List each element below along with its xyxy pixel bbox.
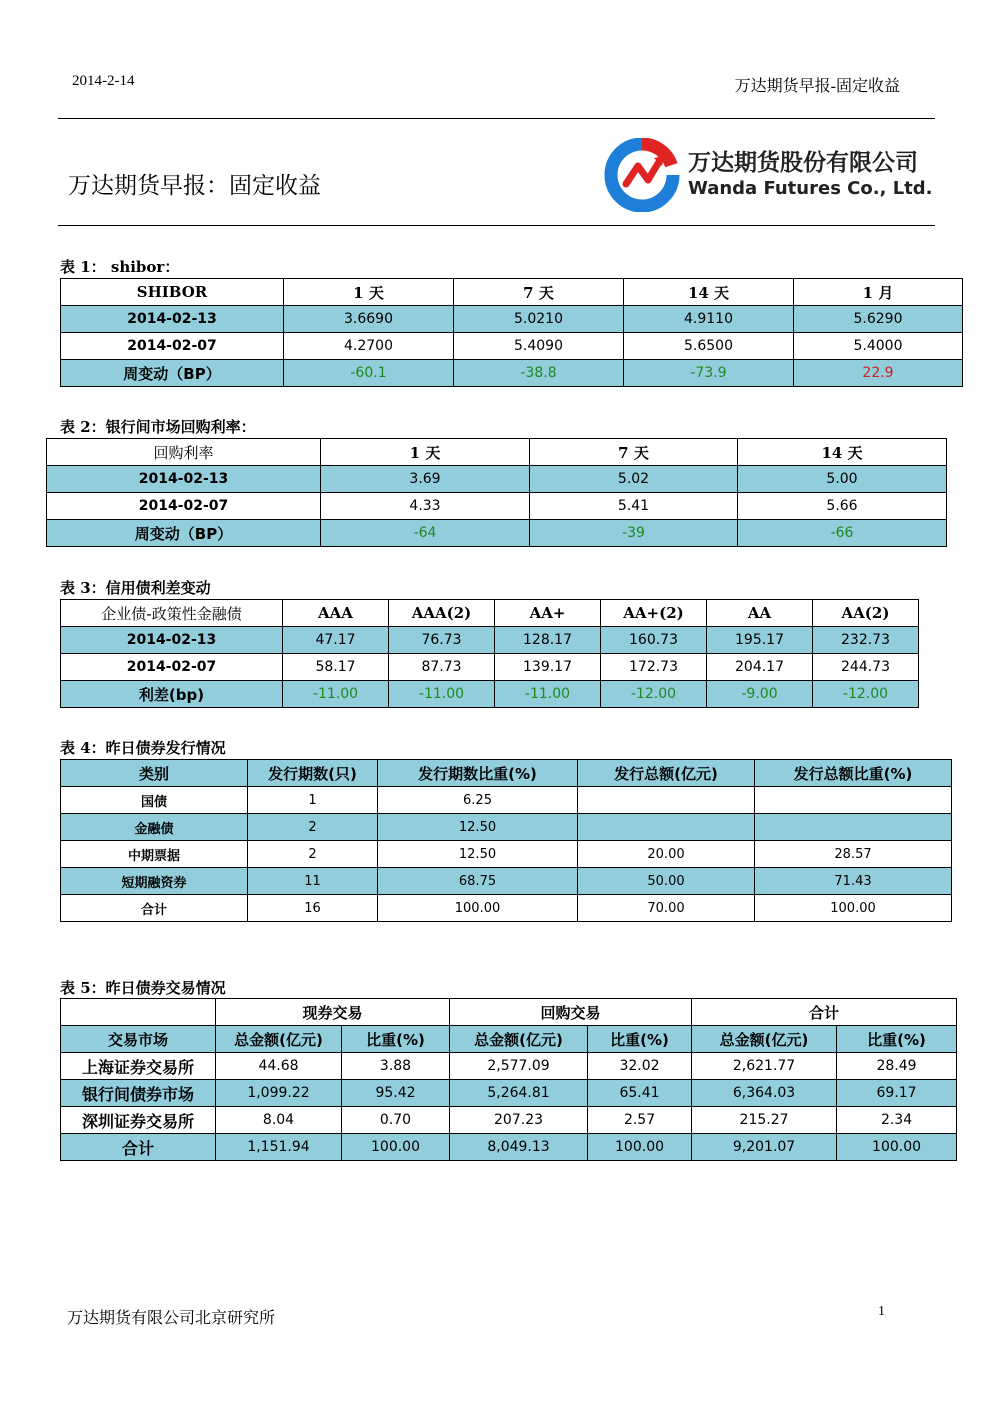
cell: 204.17 (707, 654, 813, 681)
table-row (61, 654, 919, 681)
header-cell: 1 天 (284, 279, 454, 306)
header-cell: 总金额(亿元) (450, 1026, 588, 1053)
corner-cell (61, 999, 216, 1026)
table-row (61, 814, 952, 841)
row-label: 利差(bp) (61, 681, 283, 708)
cell (578, 814, 755, 841)
change-cell: -11.00 (389, 681, 495, 708)
cell: 12.50 (378, 814, 578, 841)
cell: 5,264.81 (450, 1080, 588, 1107)
change-cell: -9.00 (707, 681, 813, 708)
table-header-row (61, 760, 952, 787)
cell: 160.73 (601, 627, 707, 654)
cell: 215.27 (692, 1107, 837, 1134)
header-cell: 14 天 (738, 439, 947, 466)
cell: 5.66 (738, 493, 947, 520)
company-logo (604, 138, 940, 212)
header-cell: 交易市场 (61, 1026, 216, 1053)
cell: 100.00 (588, 1134, 692, 1161)
cell: 6.25 (378, 787, 578, 814)
row-label: 2014-02-13 (47, 466, 321, 493)
cell: 20.00 (578, 841, 755, 868)
cell: 4.2700 (284, 333, 454, 360)
table2-caption: 表 2：银行间市场回购利率： (60, 418, 256, 436)
cell: 232.73 (813, 627, 919, 654)
logo-name-en: Wanda Futures Co., Ltd. (688, 178, 933, 199)
bond-trading-table (60, 998, 957, 1161)
table-header-row (61, 600, 919, 627)
row-label: 2014-02-13 (61, 627, 283, 654)
table-row (61, 868, 952, 895)
table-row (61, 306, 963, 333)
table-row (61, 1107, 957, 1134)
credit-spread-table (60, 599, 919, 708)
cell: 3.6690 (284, 306, 454, 333)
cell: 87.73 (389, 654, 495, 681)
row-label: 合计 (61, 895, 248, 922)
header-date: 2014-2-14 (72, 73, 135, 89)
cell: 2,621.77 (692, 1053, 837, 1080)
header-cell: 类别 (61, 760, 248, 787)
table-row (61, 333, 963, 360)
change-cell: -11.00 (283, 681, 389, 708)
cell: 8,049.13 (450, 1134, 588, 1161)
cell: 76.73 (389, 627, 495, 654)
shibor-table (60, 278, 963, 387)
header-cell: 总金额(亿元) (216, 1026, 342, 1053)
cell: 12.50 (378, 841, 578, 868)
header-cell: AA+ (495, 600, 601, 627)
cell: 128.17 (495, 627, 601, 654)
logo-mark-icon (604, 138, 680, 212)
cell: 100.00 (837, 1134, 957, 1161)
table4-caption: 表 4：昨日债券发行情况 (60, 739, 226, 757)
cell: 2.34 (837, 1107, 957, 1134)
cell: 3.69 (321, 466, 530, 493)
cell: 47.17 (283, 627, 389, 654)
cell: 5.00 (738, 466, 947, 493)
row-label: 2014-02-07 (61, 333, 284, 360)
title-rule (58, 225, 935, 226)
cell: 139.17 (495, 654, 601, 681)
cell (755, 814, 952, 841)
table-row (61, 681, 919, 708)
table-row (61, 787, 952, 814)
header-cell: 发行总额比重(%) (755, 760, 952, 787)
row-label: 深圳证券交易所 (61, 1107, 216, 1134)
header-cell: AA+(2) (601, 600, 707, 627)
table-header-row (61, 279, 963, 306)
header-cell: 发行期数(只) (248, 760, 378, 787)
table-header-row (61, 1026, 957, 1053)
table-row (61, 841, 952, 868)
cell: 1,099.22 (216, 1080, 342, 1107)
cell: 5.6290 (794, 306, 963, 333)
cell: 2,577.09 (450, 1053, 588, 1080)
cell: 4.9110 (624, 306, 794, 333)
cell: 1,151.94 (216, 1134, 342, 1161)
row-label: 银行间债券市场 (61, 1080, 216, 1107)
header-cell: AAA(2) (389, 600, 495, 627)
cell: 70.00 (578, 895, 755, 922)
row-label: 短期融资券 (61, 868, 248, 895)
cell: 5.6500 (624, 333, 794, 360)
cell: 195.17 (707, 627, 813, 654)
cell: 5.4090 (454, 333, 624, 360)
cell: 3.88 (342, 1053, 450, 1080)
row-label: 2014-02-07 (47, 493, 321, 520)
table-row (47, 466, 947, 493)
cell: 28.57 (755, 841, 952, 868)
header-cell: 企业债-政策性金融债 (61, 600, 283, 627)
table-row (61, 360, 963, 387)
table-row (61, 1134, 957, 1161)
header-cell: 比重(%) (588, 1026, 692, 1053)
cell: 2 (248, 814, 378, 841)
footer-org: 万达期货有限公司北京研究所 (67, 1308, 276, 1327)
header-cell: 7 天 (530, 439, 738, 466)
cell: 69.17 (837, 1080, 957, 1107)
cell: 95.42 (342, 1080, 450, 1107)
cell: 100.00 (378, 895, 578, 922)
cell: 65.41 (588, 1080, 692, 1107)
change-cell: 22.9 (794, 360, 963, 387)
cell: 1 (248, 787, 378, 814)
header-rule (58, 118, 935, 119)
cell: 9,201.07 (692, 1134, 837, 1161)
row-label: 2014-02-13 (61, 306, 284, 333)
table-group-header-row (61, 999, 957, 1026)
change-cell: -60.1 (284, 360, 454, 387)
cell: 100.00 (755, 895, 952, 922)
cell: 2.57 (588, 1107, 692, 1134)
cell: 244.73 (813, 654, 919, 681)
change-cell: -11.00 (495, 681, 601, 708)
table1-caption: 表 1： shibor： (60, 258, 180, 276)
cell (755, 787, 952, 814)
cell: 5.0210 (454, 306, 624, 333)
change-cell: -73.9 (624, 360, 794, 387)
row-label: 周变动（BP） (47, 520, 321, 547)
change-cell: -12.00 (813, 681, 919, 708)
header-cell: SHIBOR (61, 279, 284, 306)
cell: 28.49 (837, 1053, 957, 1080)
cell: 68.75 (378, 868, 578, 895)
header-cell: 比重(%) (342, 1026, 450, 1053)
cell: 172.73 (601, 654, 707, 681)
change-cell: -66 (738, 520, 947, 547)
cell: 0.70 (342, 1107, 450, 1134)
table-row (61, 1080, 957, 1107)
row-label: 周变动（BP） (61, 360, 284, 387)
cell: 16 (248, 895, 378, 922)
row-label: 上海证券交易所 (61, 1053, 216, 1080)
cell: 32.02 (588, 1053, 692, 1080)
header-cell: 总金额(亿元) (692, 1026, 837, 1053)
cell: 5.4000 (794, 333, 963, 360)
header-cell: 比重(%) (837, 1026, 957, 1053)
repo-rate-table (46, 438, 947, 547)
cell: 207.23 (450, 1107, 588, 1134)
table-row (61, 627, 919, 654)
cell: 50.00 (578, 868, 755, 895)
table-header-row (47, 439, 947, 466)
cell: 5.02 (530, 466, 738, 493)
page-number: 1 (878, 1304, 885, 1319)
table3-caption: 表 3：信用债利差变动 (60, 579, 211, 597)
row-label: 合计 (61, 1134, 216, 1161)
group-header-repo: 回购交易 (450, 999, 692, 1026)
change-cell: -64 (321, 520, 530, 547)
table5-caption: 表 5：昨日债券交易情况 (60, 979, 226, 997)
logo-name-cn: 万达期货股份有限公司 (688, 150, 918, 176)
header-cell: AA(2) (813, 600, 919, 627)
header-cell: 7 天 (454, 279, 624, 306)
group-header-total: 合计 (692, 999, 957, 1026)
row-label: 2014-02-07 (61, 654, 283, 681)
cell (578, 787, 755, 814)
header-title: 万达期货早报-固定收益 (734, 78, 900, 95)
table-row (47, 493, 947, 520)
change-cell: -12.00 (601, 681, 707, 708)
header-cell: 回购利率 (47, 439, 321, 466)
header-cell: 1 月 (794, 279, 963, 306)
table-row (47, 520, 947, 547)
cell: 58.17 (283, 654, 389, 681)
header-cell: AA (707, 600, 813, 627)
report-title: 万达期货早报：固定收益 (68, 173, 321, 199)
cell: 100.00 (342, 1134, 450, 1161)
cell: 11 (248, 868, 378, 895)
group-header-spot: 现券交易 (216, 999, 450, 1026)
change-cell: -39 (530, 520, 738, 547)
header-cell: AAA (283, 600, 389, 627)
cell: 44.68 (216, 1053, 342, 1080)
table-row (61, 895, 952, 922)
cell: 5.41 (530, 493, 738, 520)
cell: 6,364.03 (692, 1080, 837, 1107)
bond-issuance-table (60, 759, 952, 922)
cell: 4.33 (321, 493, 530, 520)
change-cell: -38.8 (454, 360, 624, 387)
cell: 8.04 (216, 1107, 342, 1134)
cell: 71.43 (755, 868, 952, 895)
header-cell: 14 天 (624, 279, 794, 306)
table-row (61, 1053, 957, 1080)
row-label: 国债 (61, 787, 248, 814)
row-label: 中期票据 (61, 841, 248, 868)
row-label: 金融债 (61, 814, 248, 841)
header-cell: 1 天 (321, 439, 530, 466)
header-cell: 发行期数比重(%) (378, 760, 578, 787)
cell: 2 (248, 841, 378, 868)
header-cell: 发行总额(亿元) (578, 760, 755, 787)
